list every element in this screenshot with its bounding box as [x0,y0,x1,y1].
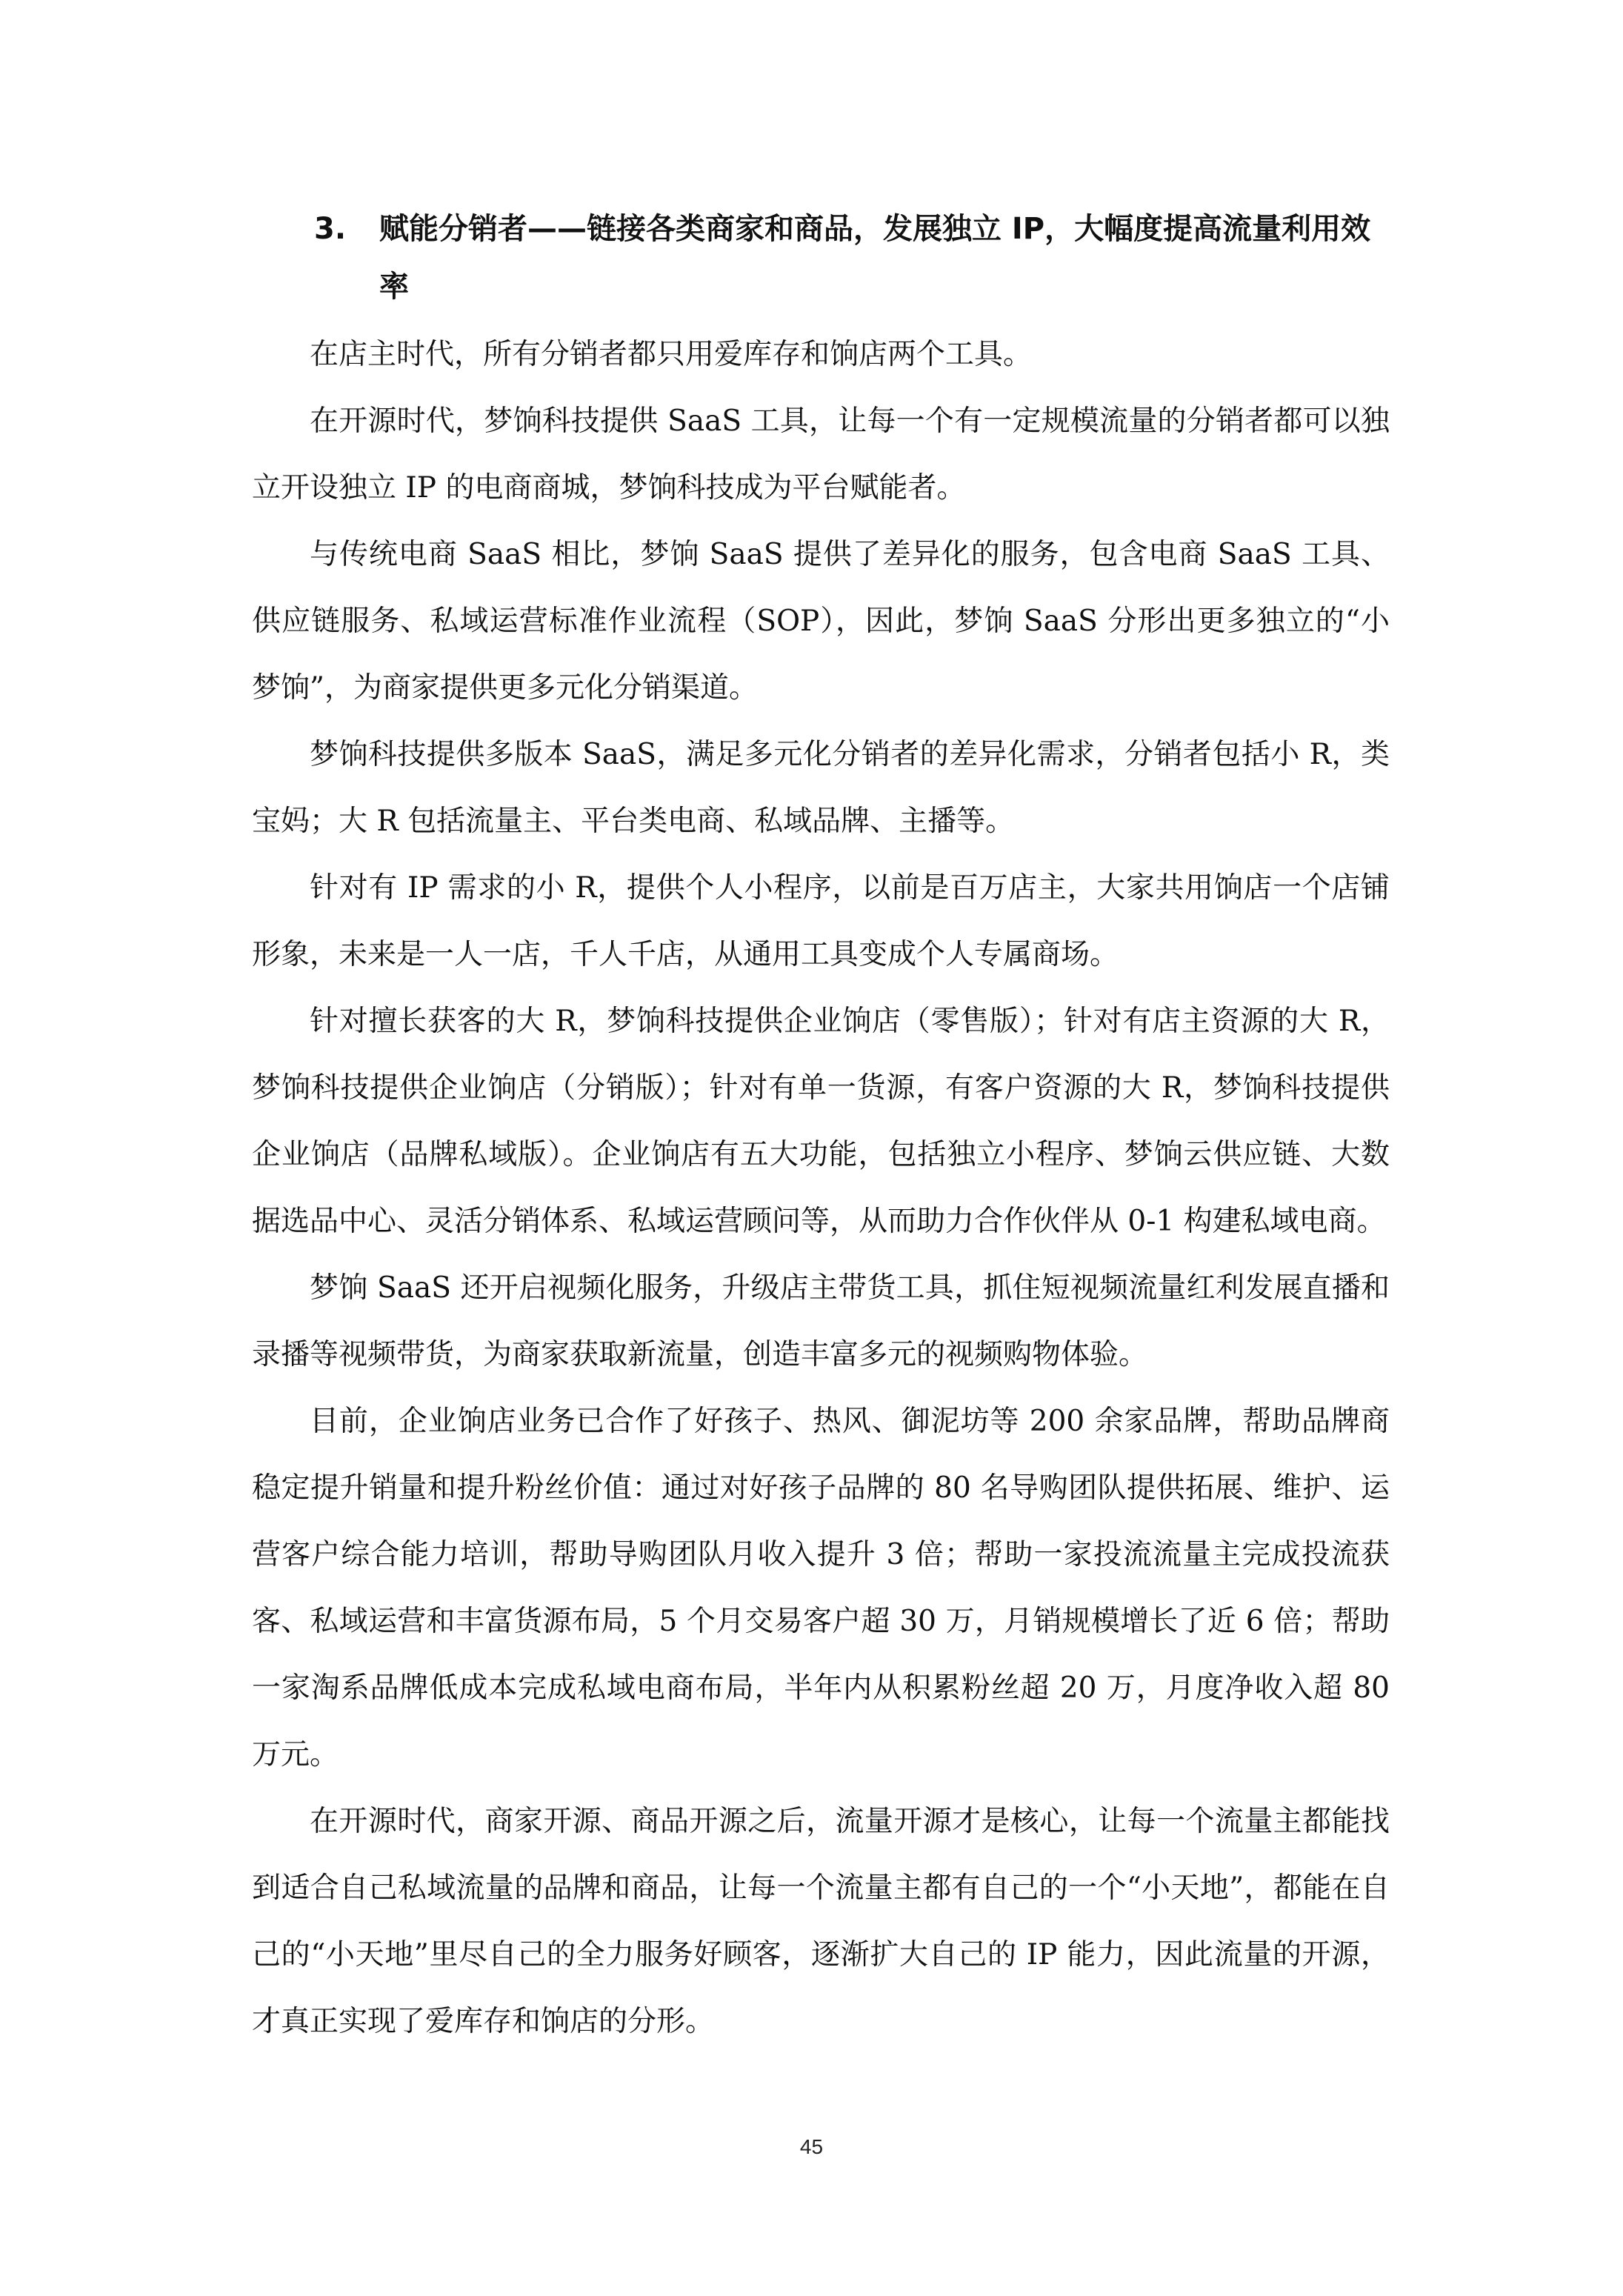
paragraph-8: 目前，企业饷店业务已合作了好孩子、热风、御泥坊等 200 余家品牌，帮助品牌商稳定提升销量和提升粉丝价值：通过对好孩子品牌的 80 名导购团队提供拓展、维护、运营客户综合能力培训，帮助导购团队月收入提升 3 倍；帮助一家投流流量主完成投流获客、私域运营和丰富货源布局，5 个月交易客户超 30 万，月销规模增长了近 6 倍；帮助一家淘系品牌低成本完成私域电商布局，半年内从积累粉丝超 20 万，月度净收入超 80 万元。 [252,1405,1390,1771]
paragraph-4: 梦饷科技提供多版本 SaaS，满足多元化分销者的差异化需求，分销者包括小 R，类宝妈；大 R 包括流量主、平台类电商、私域品牌、主播等。 [252,738,1390,838]
paragraph-1: 在店主时代，所有分销者都只用爱库存和饷店两个工具。 [310,338,1033,371]
paragraph-2: 在开源时代，梦饷科技提供 SaaS 工具，让每一个有一定规模流量的分销者都可以独立开设独立 IP 的电商商城，梦饷科技成为平台赋能者。 [252,405,1390,505]
paragraph-5: 针对有 IP 需求的小 R，提供个人小程序，以前是百万店主，大家共用饷店一个店铺形象，未来是一人一店，千人千店，从通用工具变成个人专属商场。 [252,871,1390,971]
page-number: 45 [799,2135,824,2158]
page-content [252,200,1390,2055]
paragraph-7: 梦饷 SaaS 还开启视频化服务，升级店主带货工具，抓住短视频流量红利发展直播和录播等视频带货，为商家获取新流量，创造丰富多元的视频购物体验。 [252,1271,1390,1371]
section-heading [252,200,1390,316]
section-number: 3. [314,212,347,246]
paragraph-3: 与传统电商 SaaS 相比，梦饷 SaaS 提供了差异化的服务，包含电商 SaaS 工具、供应链服务、私域运营标准作业流程（SOP），因此，梦饷 SaaS 分形出更多独立的“小梦饷”，为商家提供更多元化分销渠道。 [252,538,1390,705]
paragraph-9: 在开源时代，商家开源、商品开源之后，流量开源才是核心，让每一个流量主都能找到适合自己私域流量的品牌和商品，让每一个流量主都有自己的一个“小天地”，都能在自己的“小天地”里尽自己的全力服务好顾客，逐渐扩大自己的 IP 能力，因此流量的开源，才真正实现了爱库存和饷店的分形。 [252,1805,1390,2038]
paragraph-6: 针对擅长获客的大 R，梦饷科技提供企业饷店（零售版）；针对有店主资源的大 R，梦饷科技提供企业饷店（分销版）；针对有单一货源，有客户资源的大 R，梦饷科技提供企业饷店（品牌私域版）。企业饷店有五大功能，包括独立小程序、梦饷云供应链、大数据选品中心、灵活分销体系、私域运营顾问等，从而助力合作伙伴从 0-1 构建私域电商。 [252,1005,1390,1238]
section-title: 赋能分销者——链接各类商家和商品，发展独立 IP，大幅度提高流量利用效率 [379,212,1371,304]
